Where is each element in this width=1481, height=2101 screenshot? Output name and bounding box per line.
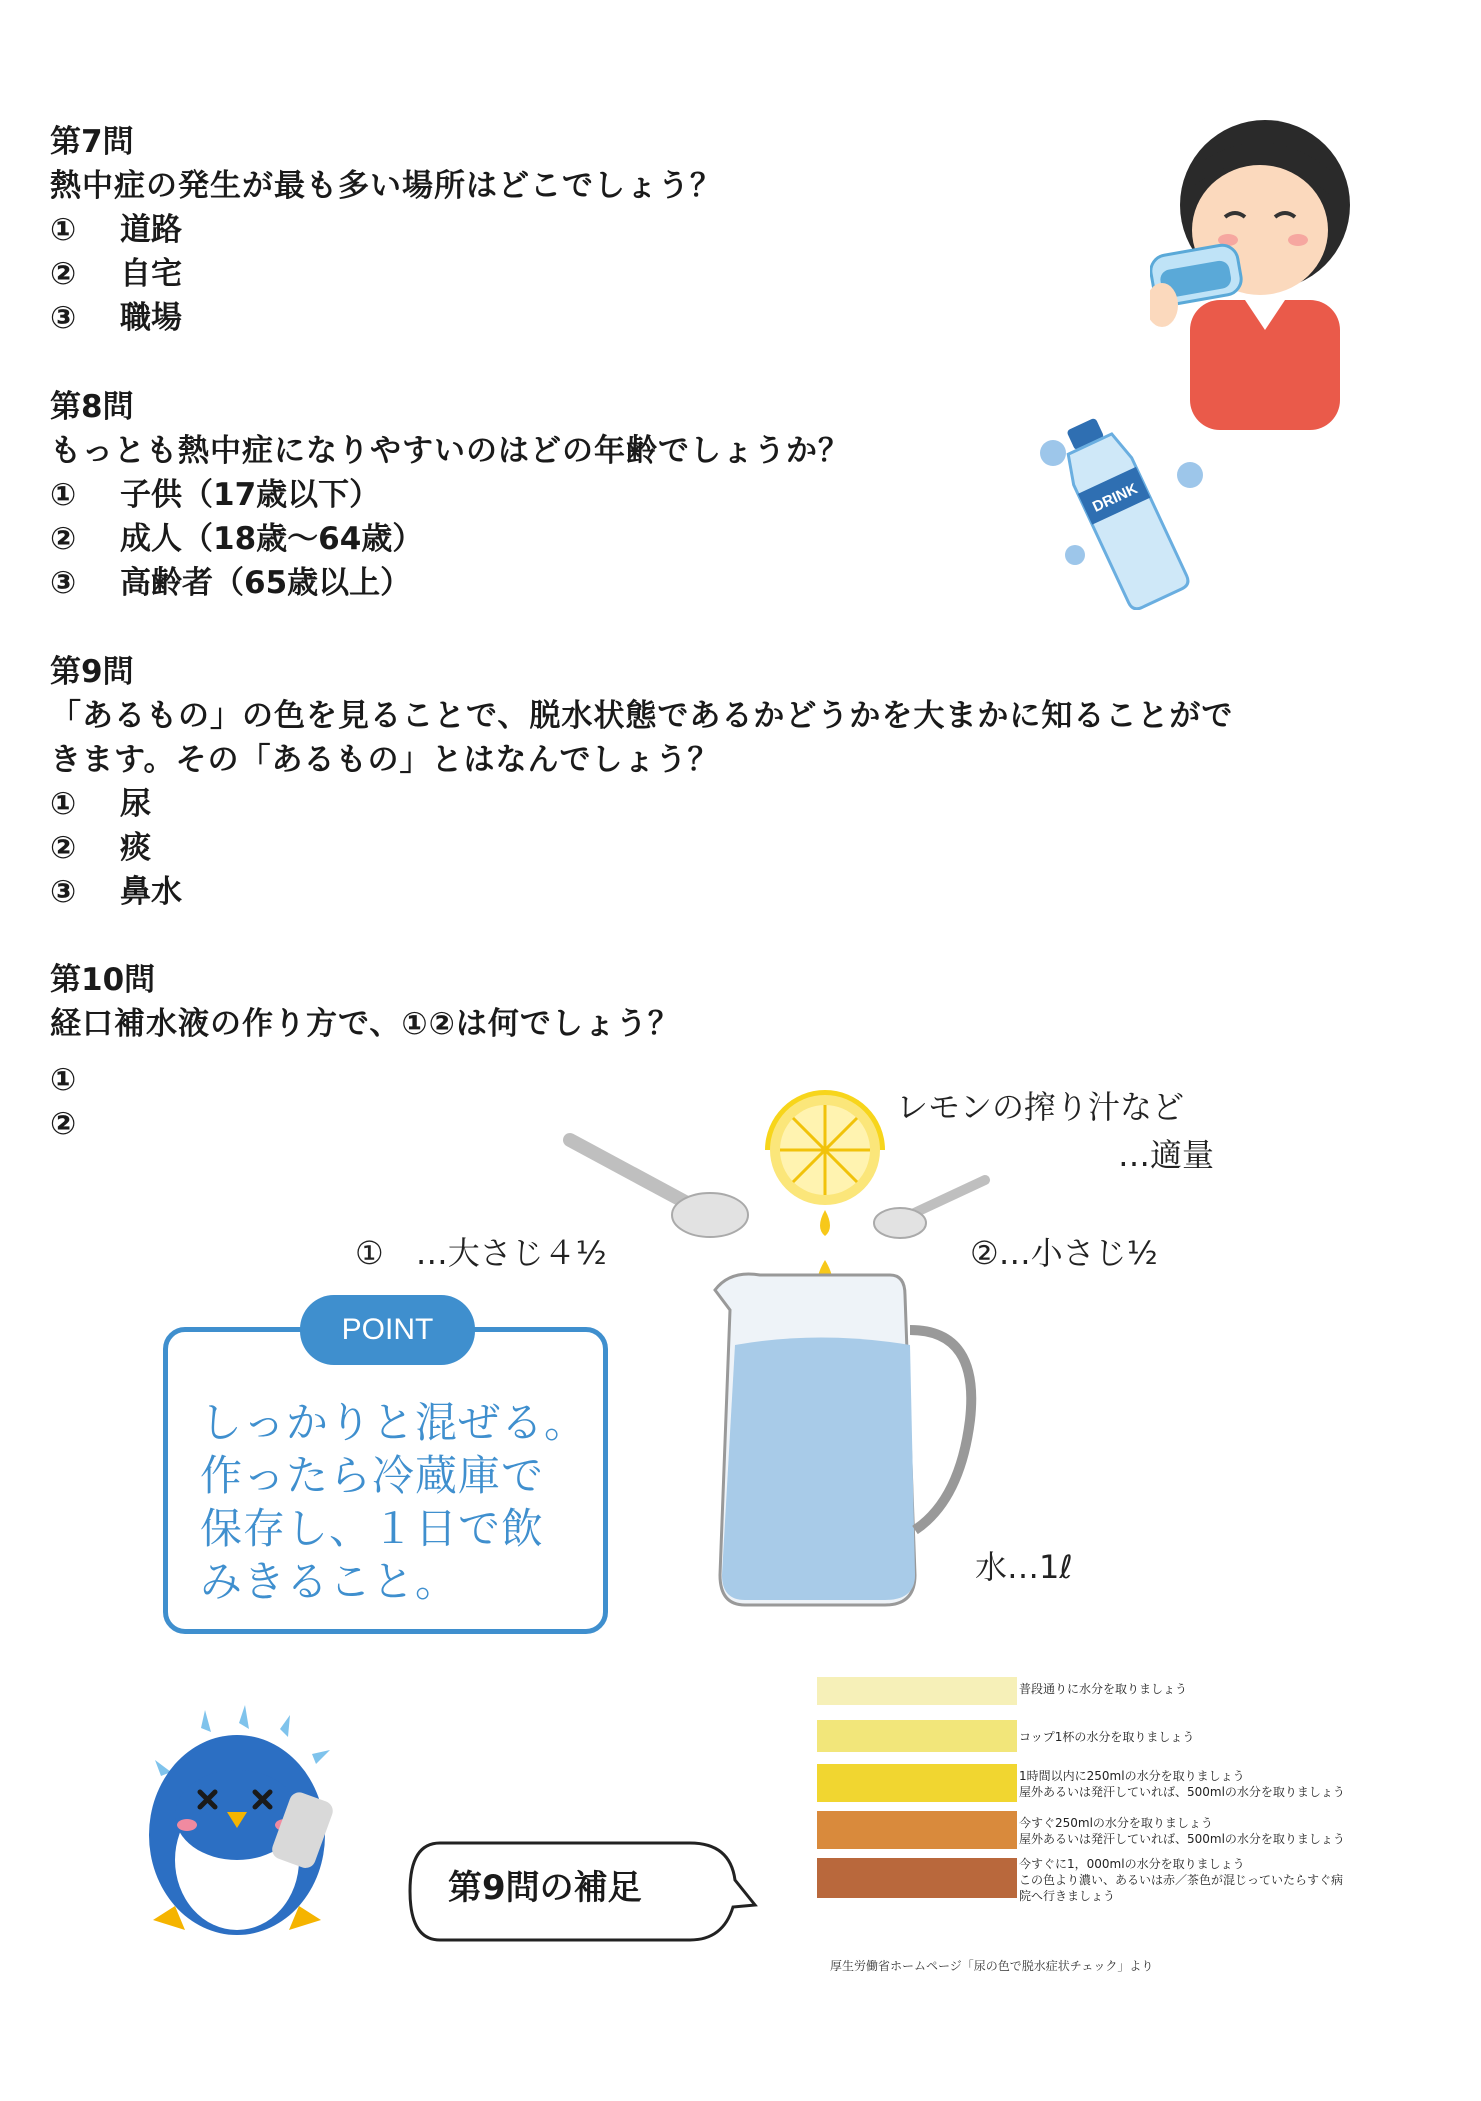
point-badge: POINT [300,1295,475,1365]
option-mark: ① [50,786,77,822]
point-line-4: みきること。 [200,1557,459,1606]
tablespoon-label: ① …大さじ４½ [355,1234,607,1272]
penguin-illustration [125,1700,365,1950]
urine-color-bar-1 [817,1677,1017,1705]
question-text: きます。その「あるもの」とはなんでしょう？ [50,742,720,778]
option-mark: ① [50,212,77,248]
water-label: 水…1ℓ [975,1548,1073,1586]
urine-color-bar-5 [817,1858,1017,1898]
option-mark: ① [50,477,77,513]
option-label: 職場 [120,300,182,336]
option [50,870,1233,914]
recipe-illustration [560,1080,1000,1640]
urine-advice-4: 今すぐ250mlの水分を取りましょう 屋外あるいは発汗していれば、500mlの水分を取りましょう [1019,1816,1345,1846]
option [50,473,850,517]
urine-color-bar-4 [817,1811,1017,1849]
question-number: 第7問 [50,124,134,160]
option-mark: ② [50,521,77,557]
drink-bottle-illustration [1035,405,1210,610]
option-mark: ② [50,256,77,292]
option-label: 尿 [120,786,151,822]
option [50,208,722,252]
lemon-icon [765,1090,885,1205]
option [50,782,1233,826]
question-number: 第10問 [50,962,156,998]
question-text: 「あるもの」の色を見ることで、脱水状態であるかどうかを大まかに知ることがで [50,698,1234,734]
tablespoon-icon [570,1140,748,1237]
option [50,826,1233,870]
option [50,561,850,605]
urine-color-bar-2 [817,1720,1017,1752]
option-mark: ① [50,1062,77,1098]
option-mark: ③ [50,874,77,910]
question-8 [50,385,850,605]
lemon-drop-1 [820,1210,830,1236]
question-text: 熱中症の発生が最も多い場所はどこでしょう？ [50,168,722,204]
option-mark: ③ [50,300,77,336]
pitcher-icon [715,1274,971,1605]
option-label: 成人（18歳〜64歳） [120,521,424,557]
question-text: 経口補水液の作り方で、①②は何でしょう？ [50,1006,680,1042]
lemon-label-line1: レモンの搾り汁など [896,1088,1185,1126]
option-label: 高齢者（65歳以上） [120,565,412,601]
urine-advice-2: コップ1杯の水分を取りましょう [1019,1730,1195,1744]
option-label: 自宅 [120,256,182,292]
option-label: 子供（17歳以下） [120,477,381,513]
teaspoon-icon [874,1180,985,1238]
point-line-2: 作ったら冷蔵庫で [200,1451,545,1500]
supplement-label: 第9問の補足 [448,1868,642,1908]
point-line-3: 保存し、１日で飲 [200,1504,545,1553]
point-line-1: しっかりと混ぜる。 [200,1398,588,1447]
option-label: 痰 [120,830,151,866]
urine-color-bar-3 [817,1764,1017,1802]
option [50,296,722,340]
option [50,252,722,296]
option-mark: ② [50,1106,77,1142]
teaspoon-label: ②…小さじ½ [970,1234,1158,1272]
question-text: もっとも熱中症になりやすいのはどの年齢でしょうか？ [50,433,850,469]
urine-advice-1: 普段通りに水分を取りましょう [1019,1682,1188,1696]
option-label: 道路 [120,212,182,248]
question-9 [50,650,1233,914]
bottle-label: DRINK [1090,480,1141,516]
urine-advice-3: 1時間以内に250mlの水分を取りましょう 屋外あるいは発汗していれば、500mlの水分を取りましょう [1019,1769,1345,1799]
option-mark: ② [50,830,77,866]
question-number: 第8問 [50,389,134,425]
source-note: 厚生労働省ホームページ「尿の色で脱水症状チェック」より [830,1959,1154,1973]
question-number: 第9問 [50,654,134,690]
lemon-label-line2: …適量 [1118,1136,1215,1174]
question-7 [50,120,722,340]
option-mark: ③ [50,565,77,601]
woman-drinking-illustration [1150,115,1370,430]
option-label: 鼻水 [120,874,182,910]
option [50,517,850,561]
urine-advice-5: 今すぐに1，000mlの水分を取りましょう この色より濃い、あるいは赤／茶色が混じっていたらすぐ病 院へ行きましょう [1019,1857,1344,1903]
